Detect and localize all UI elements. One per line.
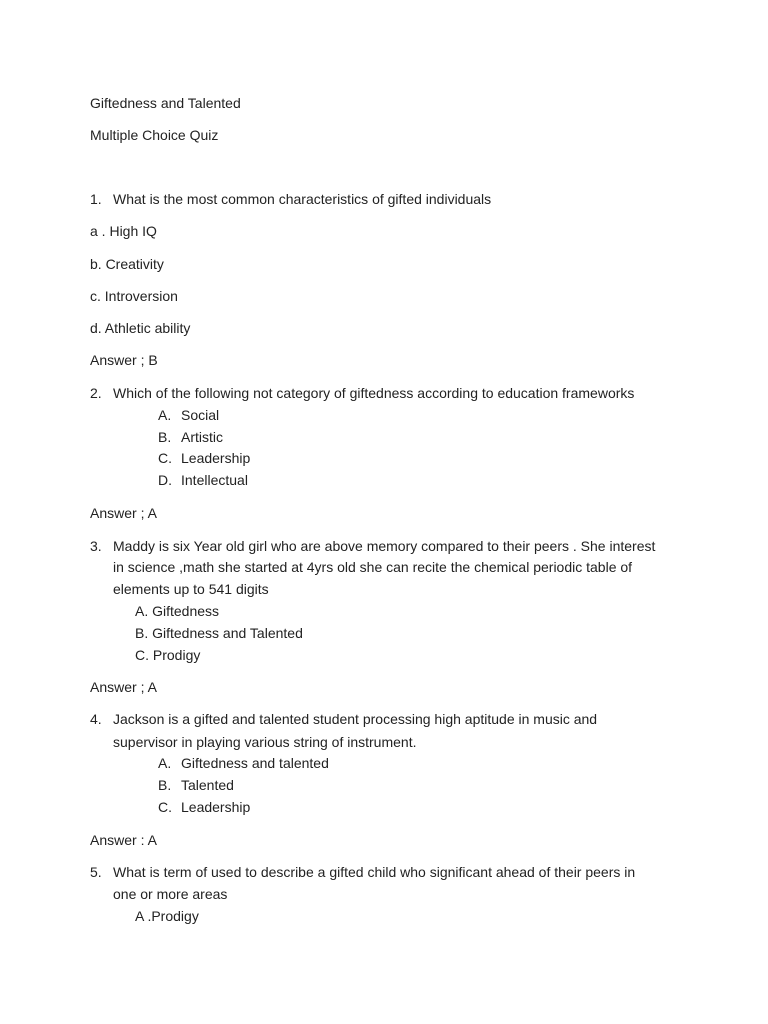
- option-letter: A.: [158, 407, 172, 423]
- option: Social: [181, 407, 220, 423]
- option-letter: C.: [158, 799, 172, 815]
- question-text: in science ,math she started at 4yrs old she can recite the chemical periodic table of: [113, 559, 633, 575]
- option: Leadership: [181, 450, 251, 466]
- document-title: Giftedness and Talented: [90, 95, 241, 111]
- question-text: Jackson is a gifted and talented student processing high aptitude in music and: [113, 711, 598, 727]
- option-letter: B.: [158, 429, 172, 445]
- document-subtitle: Multiple Choice Quiz: [90, 127, 219, 143]
- question-text: Maddy is six Year old girl who are above memory compared to their peers . She interest: [113, 538, 656, 554]
- option: b. Creativity: [90, 256, 164, 272]
- question-text: What is term of used to describe a gifted child who significant ahead of their peers in: [113, 864, 636, 880]
- option: d. Athletic ability: [90, 320, 191, 336]
- question-text: supervisor in playing various string of instrument.: [113, 734, 417, 750]
- option: Talented: [181, 777, 234, 793]
- question-text: What is the most common characteristics of gifted individuals: [113, 191, 492, 207]
- answer-line: Answer : A: [90, 832, 157, 848]
- question-number: 2.: [90, 385, 102, 401]
- option-letter: C.: [158, 450, 172, 466]
- option: A .Prodigy: [135, 908, 199, 924]
- answer-line: Answer ; A: [90, 679, 157, 695]
- option: Giftedness and talented: [181, 755, 329, 771]
- answer-line: Answer ; B: [90, 352, 158, 368]
- option-letter: D.: [158, 472, 172, 488]
- question-number: 4.: [90, 711, 102, 727]
- option-letter: B.: [158, 777, 172, 793]
- question-text: elements up to 541 digits: [113, 581, 269, 597]
- question-number: 5.: [90, 864, 102, 880]
- question-number: 3.: [90, 538, 102, 554]
- option: C. Prodigy: [135, 647, 201, 663]
- option: A. Giftedness: [135, 603, 220, 619]
- option-letter: A.: [158, 755, 172, 771]
- option: Artistic: [181, 429, 223, 445]
- answer-line: Answer ; A: [90, 505, 157, 521]
- question-text: one or more areas: [113, 886, 228, 902]
- question-number: 1.: [90, 191, 102, 207]
- option: Intellectual: [181, 472, 248, 488]
- option: B. Giftedness and Talented: [135, 625, 303, 641]
- option: Leadership: [181, 799, 251, 815]
- option: a . High IQ: [90, 223, 157, 239]
- option: c. Introversion: [90, 288, 178, 304]
- question-text: Which of the following not category of giftedness according to education frameworks: [113, 385, 635, 401]
